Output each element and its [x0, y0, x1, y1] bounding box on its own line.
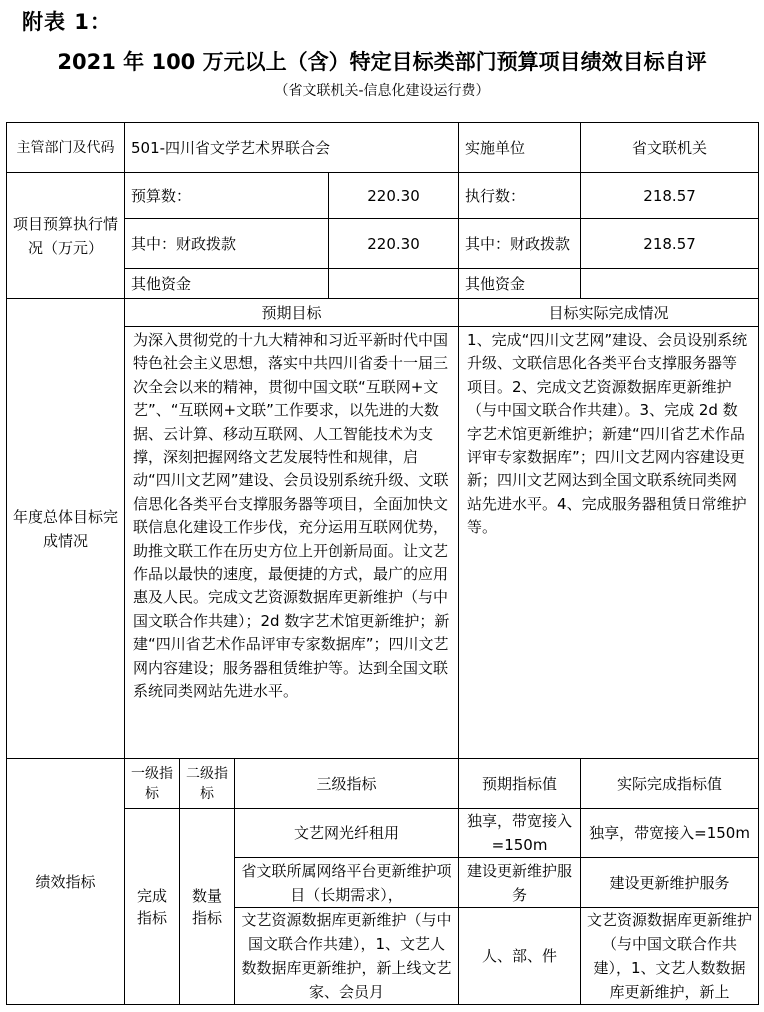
- table-row-expected: 建设更新维护服务: [459, 858, 581, 908]
- dept-label: 主管部门及代码: [7, 123, 125, 173]
- document-subtitle: （省文联机关-信息化建设运行费）: [274, 83, 490, 99]
- fin-exec-value: 218.57: [581, 219, 759, 269]
- impl-unit-label: 实施单位: [459, 123, 581, 173]
- col-level3-header: 三级指标: [235, 759, 459, 809]
- annual-label: 年度总体目标完成情况: [7, 299, 125, 759]
- table-row-actual: 文艺资源数据库更新维护（与中国文联合作共建），1、文艺人数数据库更新维护，新上: [581, 908, 759, 1005]
- budget-section-label: 项目预算执行情况（万元）: [7, 173, 125, 299]
- budget-value: 220.30: [329, 173, 459, 219]
- impl-unit-value: 省文联机关: [581, 123, 759, 173]
- table-row-expected: 独享，带宽接入=150m: [459, 809, 581, 858]
- other-funds-exec-label: 其他资金: [459, 269, 581, 299]
- dept-value: 501-四川省文学艺术界联合会: [125, 123, 459, 173]
- table-row-l3: 省文联所属网络平台更新维护项目（长期需求），: [235, 858, 459, 908]
- other-funds-label: 其他资金: [125, 269, 329, 299]
- exec-label: 执行数：: [459, 173, 581, 219]
- level2-value: 数量指标: [180, 809, 235, 1005]
- expected-target-text: 为深入贯彻党的十九大精神和习近平新时代中国特色社会主义思想，落实中共四川省委十一届三次全会以来的精神，贯彻中国文联“互联网+文艺”、“互联网+文联”工作要求，以先进的大数据、云计算、移动互联网、人工智能技术为支撑，深刻把握网络文艺发展特性和规律，启动“四川文艺网”建设、会员设别系统升级、文联信思化各类平台支撑服务器等项目，全面加快文联信息化建设工作步伐，充分运用互联网优势，助推文联工作在历史方位上开创新局面。让文艺作品以最快的速度，最便捷的方式，最广的应用惠及人民。完成文艺资源数据库更新维护（与中国文联合作共建）；2d 数字艺术馆更新维护；新建“四川省艺术作品评审专家数据库”；四川文艺网内容建设；服务器租赁维护等。达到全国文联系统同类网站先进水平。: [125, 327, 459, 759]
- table-row-actual: 独享，带宽接入=150m: [581, 809, 759, 858]
- budget-label: 预算数：: [125, 173, 329, 219]
- actual-completion-header: 目标实际完成情况: [459, 299, 759, 327]
- exec-value: 218.57: [581, 173, 759, 219]
- perf-indicators-label: 绩效指标: [7, 759, 125, 1005]
- col-level1-header: 一级指标: [125, 759, 180, 809]
- table-row-actual: 建设更新维护服务: [581, 858, 759, 908]
- document-title: 2021 年 100 万元以上（含）特定目标类部门预算项目绩效目标自评: [57, 50, 707, 74]
- table-row-l3: 文艺资源数据库更新维护（与中国文联合作共建），1、文艺人数数据库更新维护，新上线文艺家、会员月: [235, 908, 459, 1005]
- evaluation-table: [6, 122, 759, 1005]
- table-row-expected: 人、部、件: [459, 908, 581, 1005]
- expected-target-header: 预期目标: [125, 299, 459, 327]
- col-actual-header: 实际完成指标值: [581, 759, 759, 809]
- fin-budget-label: 其中：财政拨款: [125, 219, 329, 269]
- fin-budget-value: 220.30: [329, 219, 459, 269]
- actual-completion-text: 1、完成“四川文艺网”建设、会员设别系统升级、文联信思化各类平台支撑服务器等项目。2、完成文艺资源数据库更新维护（与中国文联合作共建）。3、完成 2d 数字艺术馆更新维护；新建“四川省艺术作品评审专家数据库”；四川文艺网内容建设更新；四川文艺网达到全国文联系统同类网站先进水平。4、完成服务器租赁日常维护等。: [459, 327, 759, 759]
- other-funds-exec-value: [581, 269, 759, 299]
- other-funds-value: [329, 269, 459, 299]
- fin-exec-label: 其中：财政拨款: [459, 219, 581, 269]
- table-row-l3: 文艺网光纤租用: [235, 809, 459, 858]
- col-expected-header: 预期指标值: [459, 759, 581, 809]
- level1-value: 完成指标: [125, 809, 180, 1005]
- appendix-label: 附表 1：: [22, 10, 112, 34]
- col-level2-header: 二级指标: [180, 759, 235, 809]
